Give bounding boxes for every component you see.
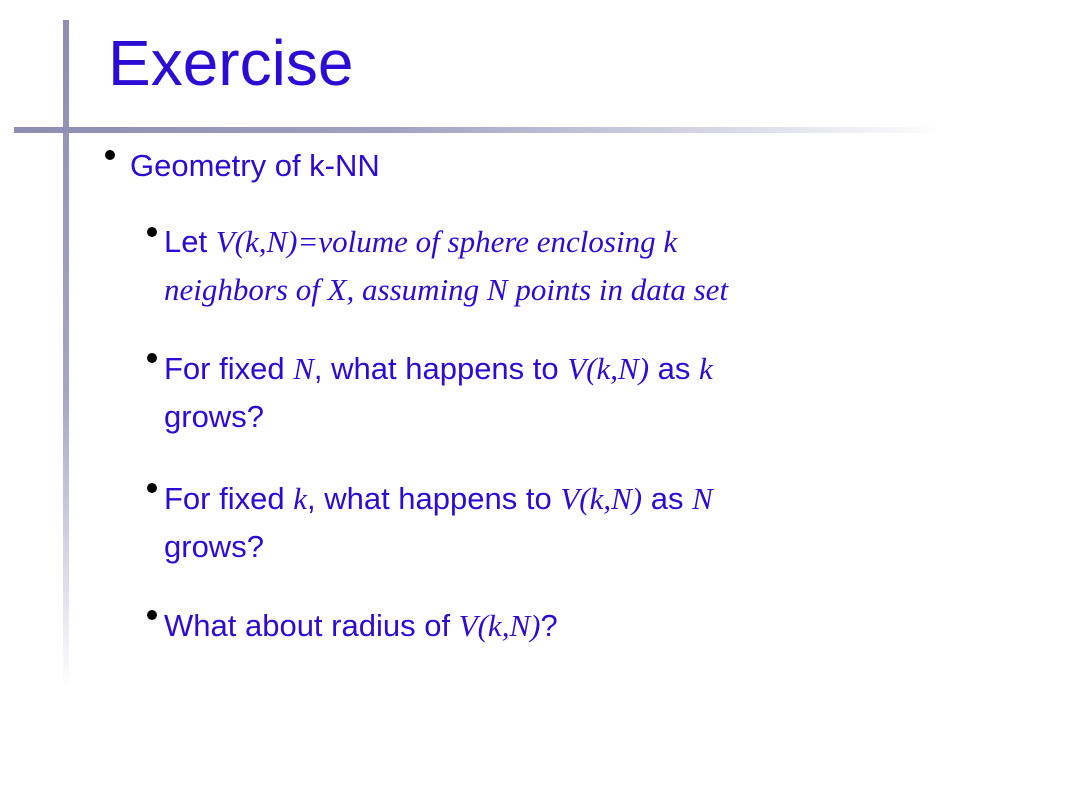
text-span: as	[642, 481, 693, 516]
bullet-line-2	[164, 266, 964, 314]
text-span: , what happens to	[313, 351, 568, 386]
bullet-dot-1	[105, 150, 115, 160]
text-span: ?	[540, 608, 558, 643]
bullet-dot-2	[147, 227, 157, 237]
bullet-fixed-n	[164, 345, 964, 441]
math-span: k	[293, 481, 307, 516]
math-span: N	[293, 351, 314, 386]
bullet-dot-4	[147, 483, 157, 493]
bullet-line-1	[164, 475, 964, 523]
math-span: V(k,N)	[458, 608, 541, 643]
bullet-dot-3	[147, 353, 157, 363]
bullet-dot-5	[147, 610, 157, 620]
bullet-line-1	[164, 345, 964, 393]
bullet-let-v	[164, 218, 964, 314]
bullet-line-2	[164, 393, 964, 441]
bullet-prefix: Let	[164, 224, 216, 259]
text-span: For fixed	[164, 351, 294, 386]
math-span: k	[699, 351, 713, 386]
slide-title: Exercise	[108, 27, 354, 99]
text-span: as	[649, 351, 699, 386]
math-expression: V(k,N)=volume of sphere enclosing k	[215, 224, 678, 259]
bullet-text: Geometry of k-NN	[130, 148, 380, 183]
bullet-line-2	[164, 523, 964, 571]
text-span: grows?	[164, 399, 264, 434]
math-span: V(k,N)	[567, 351, 650, 386]
math-expression-continued: neighbors of X, assuming N points in data set	[164, 272, 729, 307]
math-span: N	[692, 481, 713, 516]
text-span: For fixed	[164, 481, 294, 516]
text-span: What about radius of	[164, 608, 459, 643]
bullet-line-1	[164, 218, 964, 266]
text-span: grows?	[164, 529, 264, 564]
bullet-geometry-of-knn	[130, 142, 930, 190]
bullet-radius	[164, 602, 964, 650]
text-span: , what happens to	[306, 481, 561, 516]
bullet-line-1	[164, 602, 964, 650]
math-span: V(k,N)	[560, 481, 643, 516]
bullet-fixed-k	[164, 475, 964, 571]
